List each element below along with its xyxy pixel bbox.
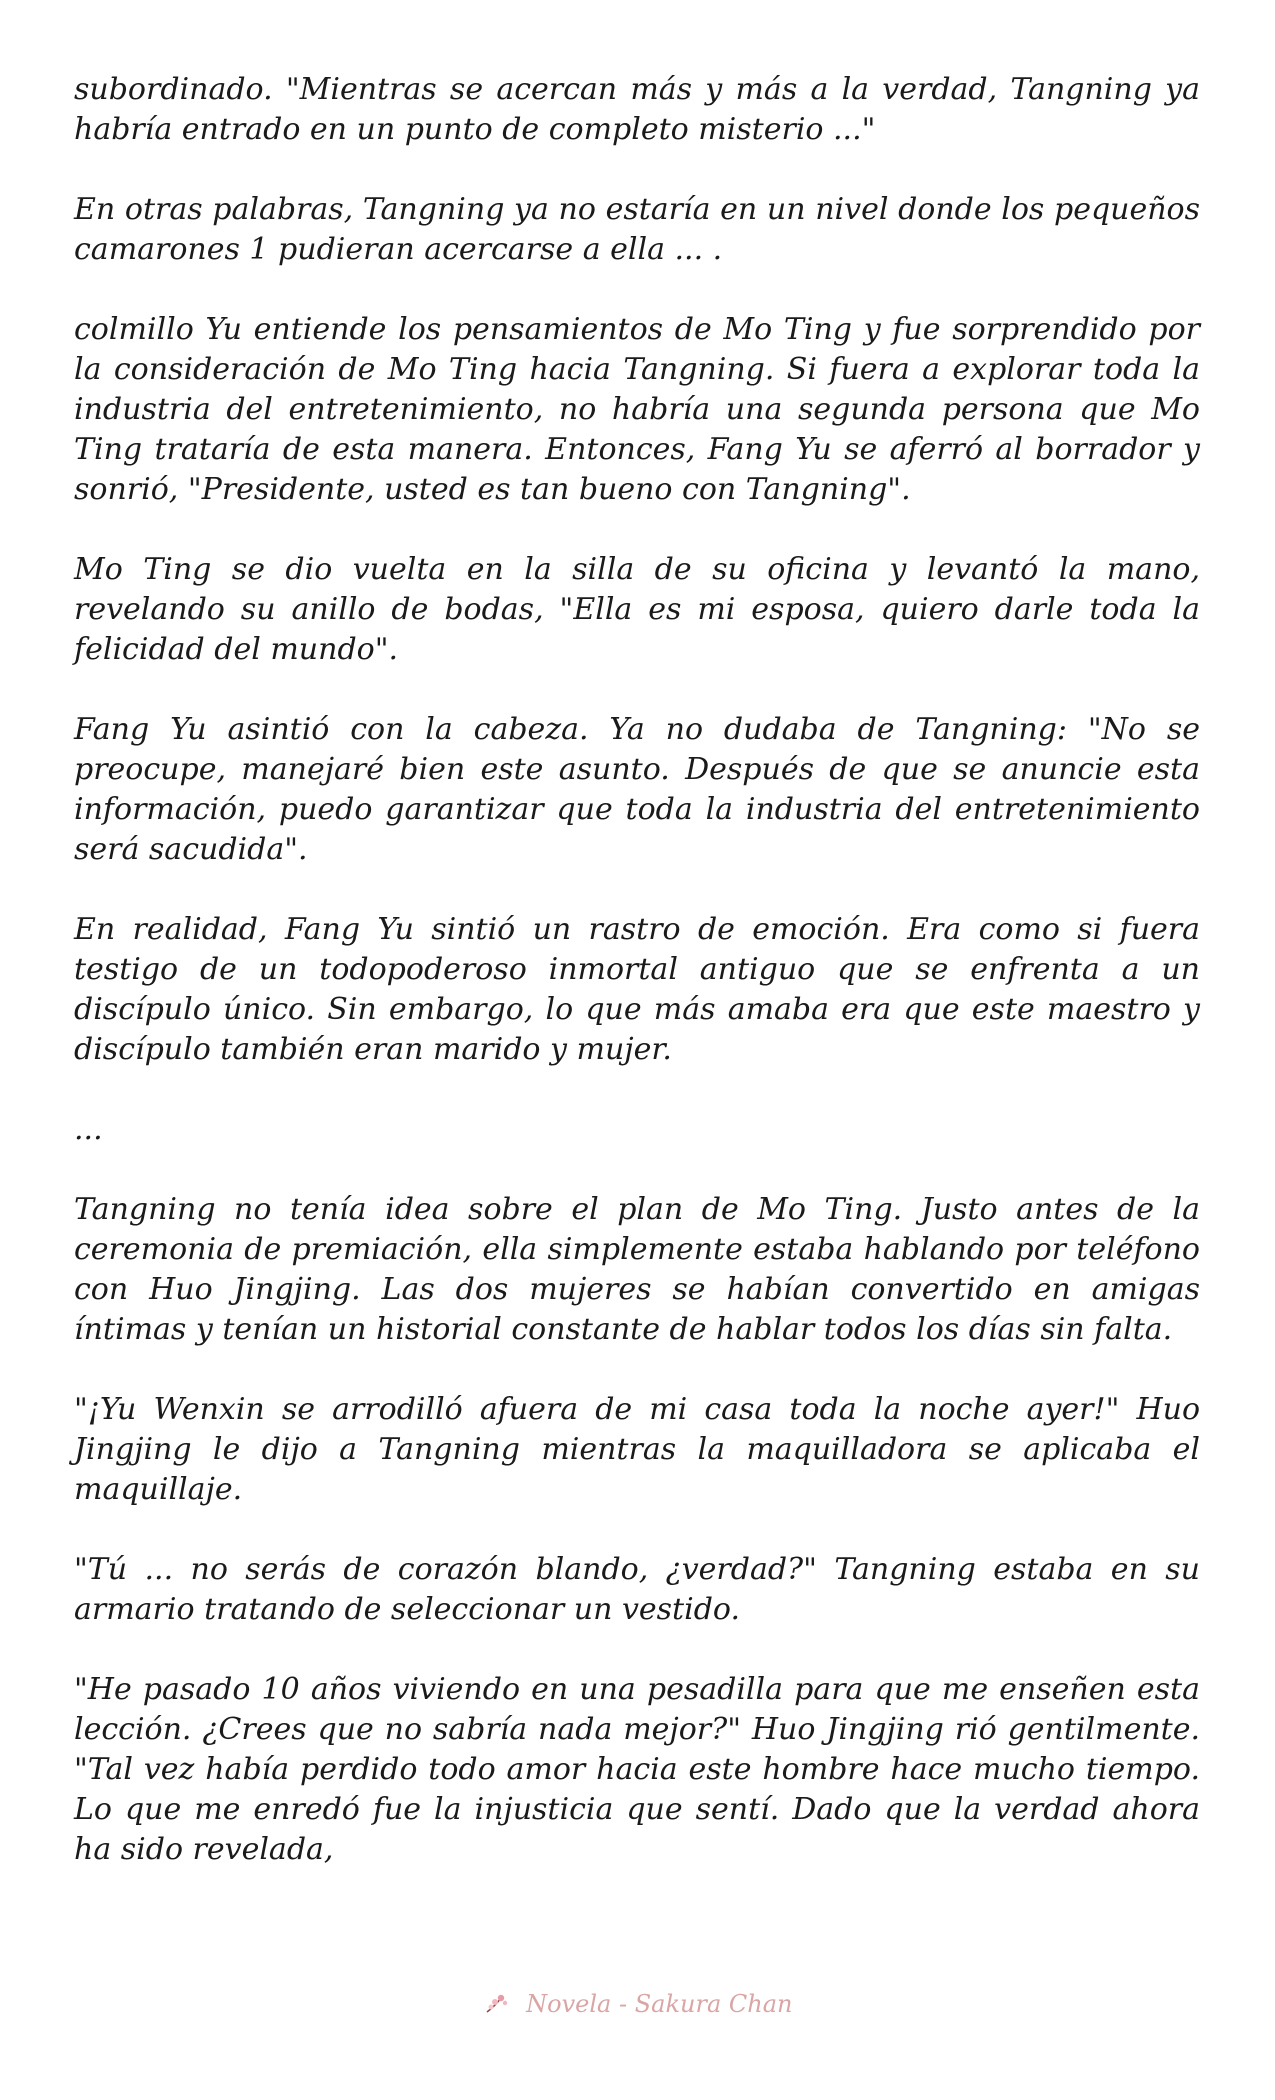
paragraph-6: En realidad, Fang Yu sintió un rastro de emoción. Era como si fuera testigo de un todopoderoso inmortal antiguo que se enfrenta a un discípulo único. Sin embargo, lo que más amaba era que este maestro y discípulo también eran marido y mujer. [74, 912, 1200, 1067]
watermark-text: Novela - Sakura Chan [526, 1990, 793, 2018]
watermark-footer [0, 1990, 1275, 2018]
paragraph-9: "Tú ... no serás de corazón blando, ¿verdad?" Tangning estaba en su armario tratando de seleccionar un vestido. [74, 1552, 1200, 1627]
paragraph-5: Fang Yu asintió con la cabeza. Ya no dudaba de Tangning: "No se preocupe, manejaré bien este asunto. Después de que se anuncie esta información, puedo garantizar que toda la industria del entretenimiento será sacudida". [74, 712, 1200, 867]
cherry-blossom-icon [483, 1992, 513, 2016]
paragraph-2: En otras palabras, Tangning ya no estaría en un nivel donde los pequeños camarones 1 pudieran acercarse a ella ... . [74, 192, 1200, 267]
paragraph-1: subordinado. "Mientras se acercan más y más a la verdad, Tangning ya habría entrado en un punto de completo misterio ..." [74, 72, 1200, 147]
ellipsis-separator: ... [74, 1112, 103, 1147]
document-body [74, 70, 1200, 1910]
paragraph-3: colmillo Yu entiende los pensamientos de Mo Ting y fue sorprendido por la consideración de Mo Ting hacia Tangning. Si fuera a explorar toda la industria del entretenimiento, no habría una segunda persona que Mo Ting trataría de esta manera. Entonces, Fang Yu se aferró al borrador y sonrió, "Presidente, usted es tan bueno con Tangning". [74, 312, 1200, 507]
paragraph-10: "He pasado 10 años viviendo en una pesadilla para que me enseñen esta lección. ¿Crees que no sabría nada mejor?" Huo Jingjing rió gentilmente. "Tal vez había perdido todo amor hacia este hombre hace mucho tiempo. Lo que me enredó fue la injusticia que sentí. Dado que la verdad ahora ha sido revelada, [74, 1672, 1200, 1867]
paragraph-7: Tangning no tenía idea sobre el plan de Mo Ting. Justo antes de la ceremonia de premiación, ella simplemente estaba hablando por teléfono con Huo Jingjing. Las dos mujeres se habían convertido en amigas íntimas y tenían un historial constante de hablar todos los días sin falta. [74, 1192, 1200, 1347]
paragraph-8: "¡Yu Wenxin se arrodilló afuera de mi casa toda la noche ayer!" Huo Jingjing le dijo a Tangning mientras la maquilladora se aplicaba el maquillaje. [74, 1392, 1200, 1507]
paragraph-4: Mo Ting se dio vuelta en la silla de su oficina y levantó la mano, revelando su anillo de bodas, "Ella es mi esposa, quiero darle toda la felicidad del mundo". [74, 552, 1200, 667]
